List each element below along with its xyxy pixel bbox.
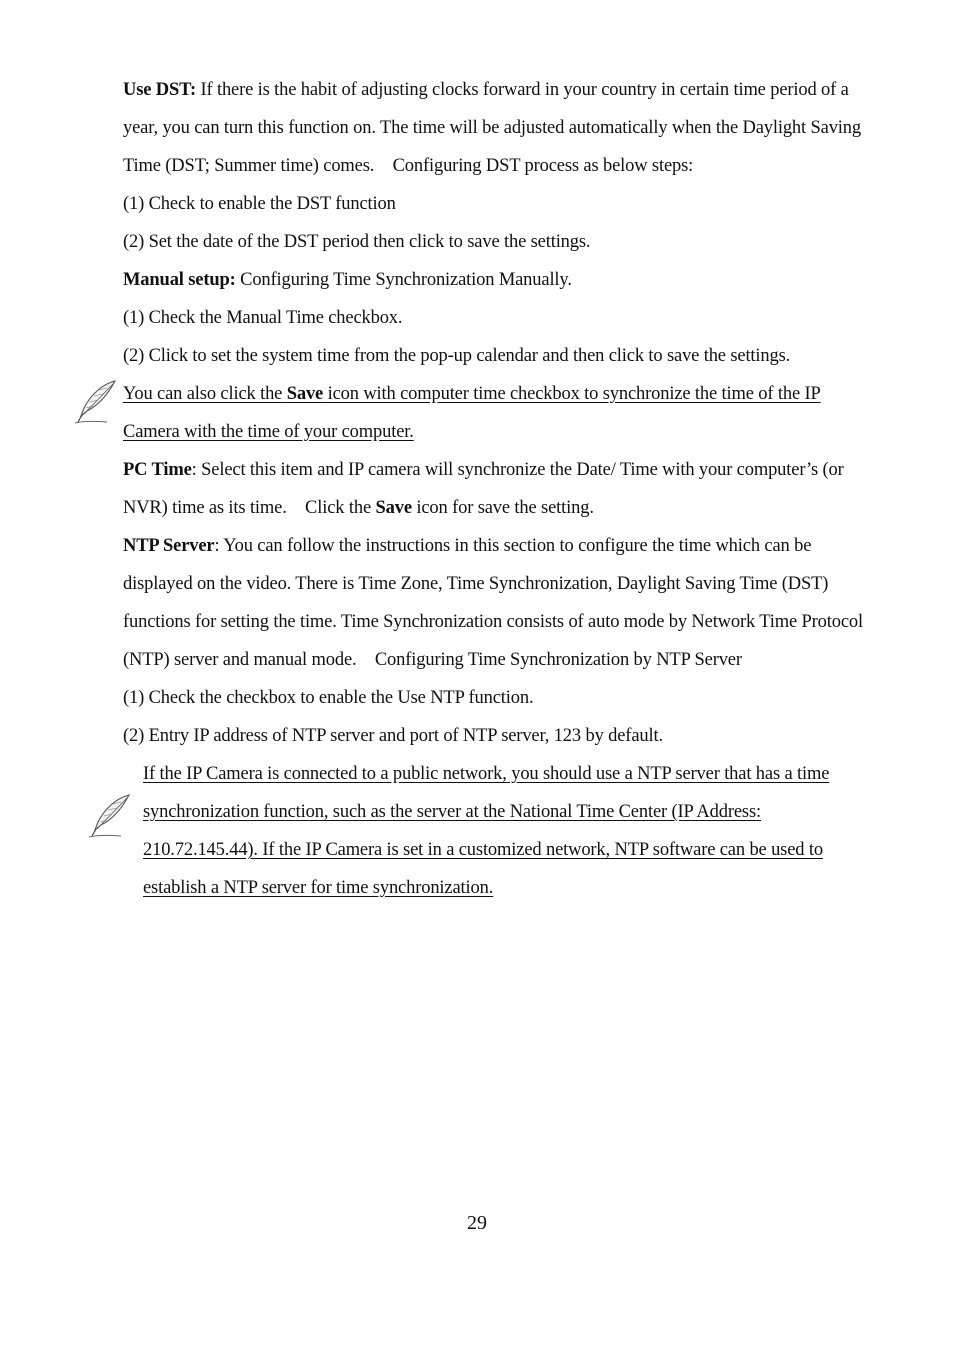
- ntp-text: : You can follow the instructions in this section to configure the time which can be displayed on the video. There is Time Zone, Time Synchronization, Daylight Saving Time (DST) functions for setting the time. Time Synchronization consists of auto mode by Network Time Protocol (NTP) server and manual mode. Configuring Time Synchronization by NTP Server: [123, 536, 864, 670]
- manual-step-1: (1) Check the Manual Time checkbox.: [123, 308, 403, 328]
- ntp-step-2: (2) Entry IP address of NTP server and port of NTP server, 123 by default.: [123, 726, 663, 746]
- note1-save: Save: [286, 384, 324, 404]
- manual-paragraph: [123, 261, 873, 299]
- ntp-label: NTP Server: [123, 536, 215, 556]
- feather-pen-icon: [73, 378, 119, 426]
- dst-label: Use DST:: [123, 80, 196, 100]
- note-ntp-server: If the IP Camera is connected to a public network, you should use a NTP server that has a time synchronization function, such as the server at the National Time Center (IP Address: 210.72.145.44). If the IP Camera is set in a customized network, NTP software can be used to establish a NTP server for time synchronization.: [143, 764, 830, 898]
- page-number: 29: [467, 1212, 487, 1234]
- manual-text: Configuring Time Synchronization Manually.: [235, 270, 572, 290]
- dst-paragraph: [123, 71, 873, 185]
- ntp-step-1: (1) Check the checkbox to enable the Use NTP function.: [123, 688, 534, 708]
- ntp-paragraph: [123, 527, 873, 679]
- pc-time-text-1: : Select this item and IP camera will synchronize the Date/ Time with your computer’s (or NVR) time as its time. Click the: [123, 460, 844, 518]
- dst-text: If there is the habit of adjusting clocks forward in your country in certain time period of a year, you can turn this function on. The time will be adjusted automatically when the Daylight Saving Time (DST; Summer time) comes. Configuring DST process as below steps:: [123, 80, 861, 176]
- dst-step-2: (2) Set the date of the DST period then click to save the settings.: [123, 232, 591, 252]
- note1-after: icon with computer time checkbox to synchronize the time of the IP Camera with the time of your computer.: [123, 384, 821, 442]
- manual-step-2: (2) Click to set the system time from the pop-up calendar and then click to save the settings.: [123, 346, 791, 366]
- pc-time-save: Save: [375, 498, 412, 518]
- dst-step-1: (1) Check to enable the DST function: [123, 194, 396, 214]
- note-save-computer-time: [123, 375, 873, 451]
- manual-label: Manual setup:: [123, 270, 236, 290]
- pc-time-paragraph: [123, 451, 873, 527]
- note1-before: You can also click the: [123, 384, 287, 404]
- pc-time-label: PC Time: [123, 460, 192, 480]
- pc-time-text-2: icon for save the setting.: [411, 498, 594, 518]
- page-content: [123, 71, 873, 907]
